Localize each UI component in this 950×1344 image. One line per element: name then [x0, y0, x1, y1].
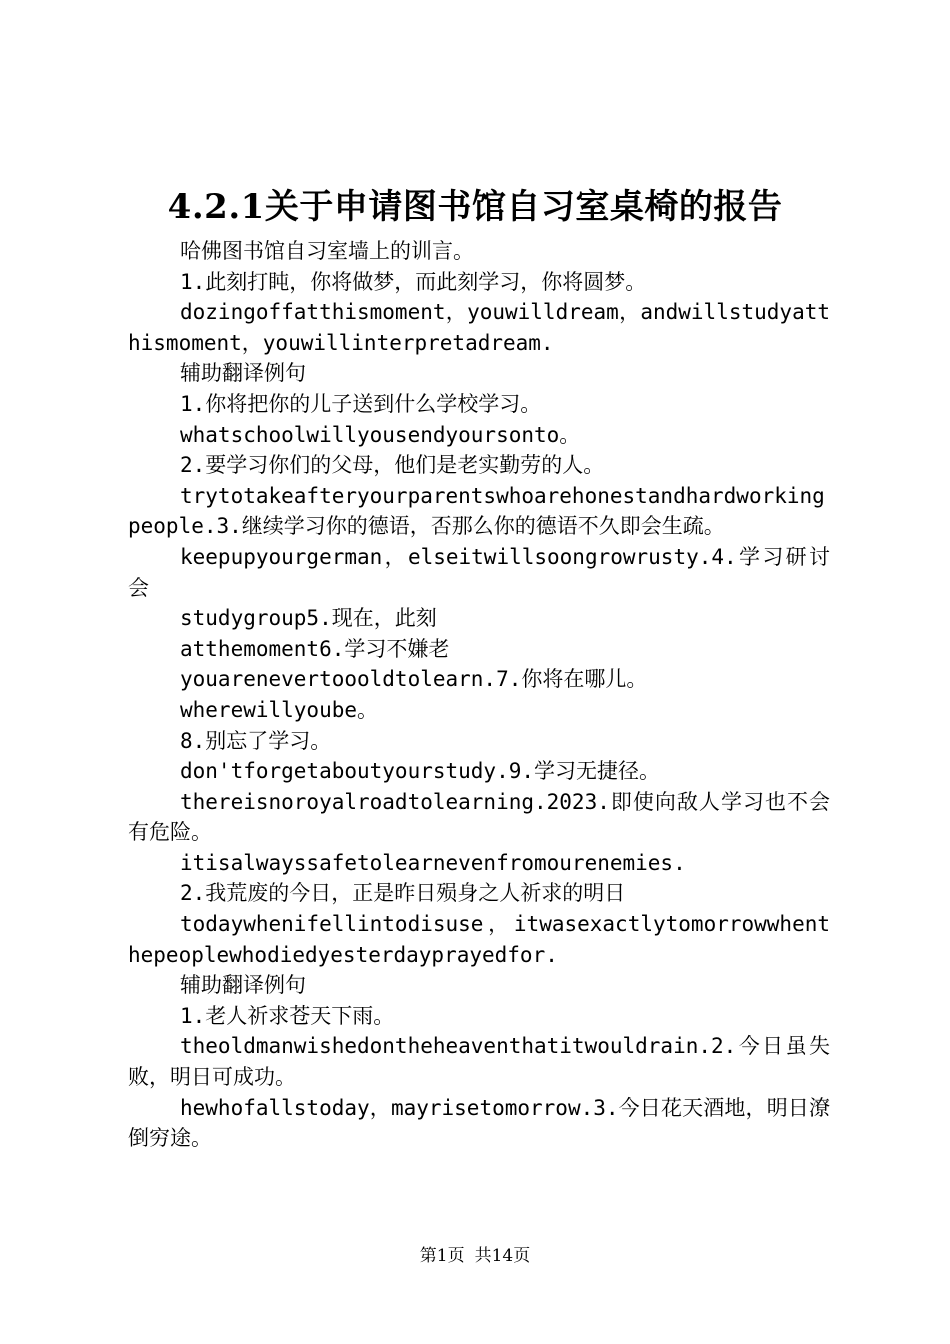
paragraph: thereisnoroyalroadtolearning.2023.即使向敌人学习也不会有危险。	[128, 789, 830, 845]
page-total: 共14页	[474, 1246, 531, 1266]
page-footer	[0, 1241, 950, 1266]
paragraph: 1.此刻打盹，你将做梦，而此刻学习，你将圆梦。	[180, 269, 647, 294]
paragraph: 2.我荒废的今日，正是昨日殒身之人祈求的明日	[180, 881, 626, 906]
paragraph: 辅助翻译例句	[180, 361, 306, 386]
paragraph: hewhofallstoday，mayrisetomorrow.3.今日花天酒地，明日潦倒穷途。	[128, 1095, 830, 1151]
paragraph: theoldmanwishedontheheaventhatitwouldrain.2.今日虽失败，明日可成功。	[128, 1034, 830, 1090]
paragraph: keepupyourgerman，elseitwillsoongrowrusty.4.学习研讨会	[128, 544, 830, 600]
paragraph: youarenevertoooldtolearn.7.你将在哪儿。	[180, 667, 648, 692]
paragraph: don'tforgetaboutyourstudy.9.学习无捷径。	[180, 759, 661, 784]
paragraph: atthemoment6.学习不嫌老	[180, 636, 450, 661]
paragraph: whatschoolwillyousendyoursonto。	[180, 422, 581, 447]
paragraph: todaywhenifellintodisuse，itwasexactlytomorrowwhenthepeoplewhodiedyesterdayprayedfor.	[128, 912, 830, 967]
paragraph: itisalwayssafetolearnevenfromourenemies.	[180, 850, 686, 875]
paragraph: dozingoffatthismoment，youwilldream，andwillstudyatthismoment，youwillinterpretadream.	[128, 300, 830, 355]
paragraph: wherewillyoube。	[180, 697, 379, 722]
paragraph: 哈佛图书馆自习室墙上的训言。	[180, 239, 474, 263]
paragraph: 1.老人祈求苍天下雨。	[180, 1003, 395, 1028]
paragraph: 2.要学习你们的父母，他们是老实勤劳的人。	[180, 453, 605, 478]
paragraph: 1.你将把你的儿子送到什么学校学习。	[180, 391, 542, 416]
paragraph: studygroup5.现在，此刻	[180, 606, 437, 631]
page-title: 4.2.1关于申请图书馆自习室桌椅的报告	[167, 187, 783, 227]
paragraph: 辅助翻译例句	[180, 973, 306, 998]
paragraph: 8.别忘了学习。	[180, 728, 332, 753]
page-number: 第1页	[419, 1246, 465, 1266]
paragraph: trytotakeafteryourparentswhoarehonestandhardworkingpeople.3.继续学习你的德语，否那么你的德语不久即会生疏。	[128, 483, 825, 539]
document-body	[128, 236, 830, 1154]
